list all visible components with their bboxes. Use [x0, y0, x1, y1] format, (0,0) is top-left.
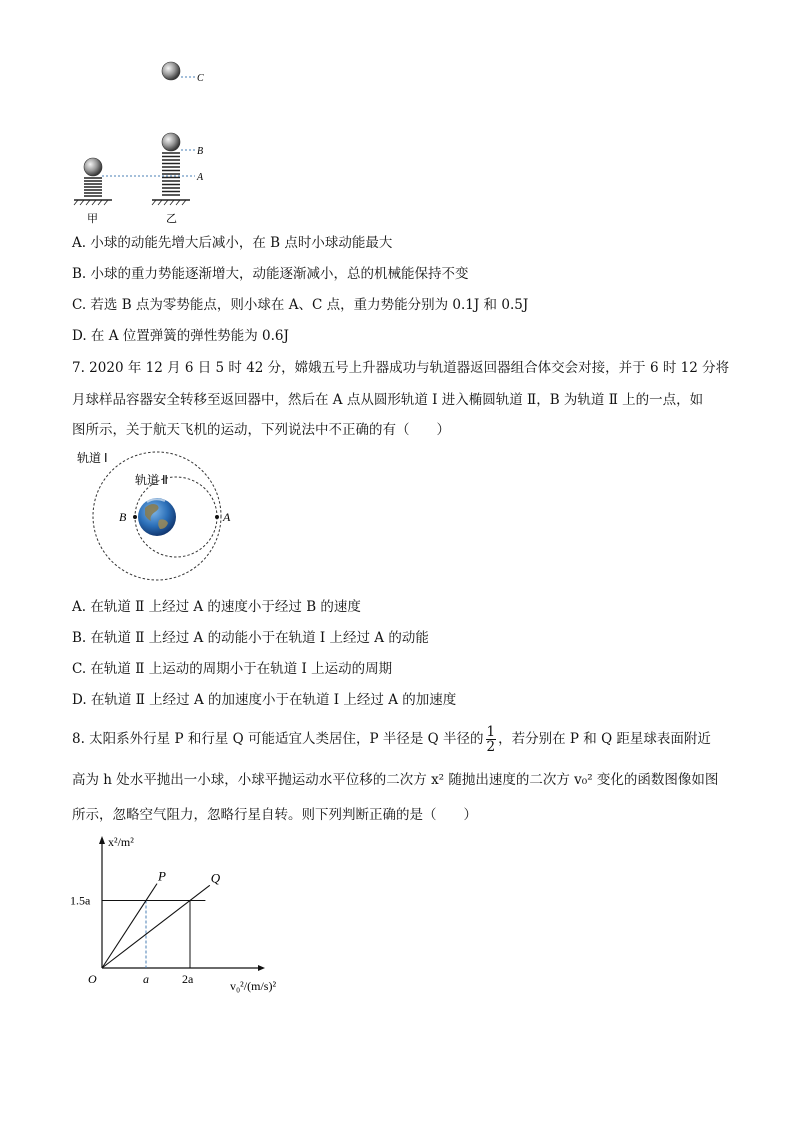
x2-v02-chart	[70, 832, 300, 997]
q8-line-2: 高为 h 处水平抛出一小球，小球平抛运动水平位移的二次方 x² 随抛出速度的二次方 v₀² 变化的函数图像如图	[72, 772, 719, 788]
q8-line-1	[72, 724, 711, 754]
spring-yi	[162, 153, 180, 195]
x-tick-label-2a: 2a	[182, 972, 194, 986]
orbit-2-label: 轨道 Ⅱ	[135, 473, 168, 487]
q8-line-3: 所示，忽略空气阻力，忽略行星自转。则下列判断正确的是（ ）	[72, 807, 477, 823]
orbit-1-label: 轨道 Ⅰ	[77, 451, 108, 465]
series-line-q	[102, 885, 210, 968]
q6-option-b: B. 小球的重力势能逐渐增大，动能逐渐减小，总的机械能保持不变	[72, 266, 469, 282]
label-a: A	[197, 172, 204, 183]
spring-figure	[70, 55, 250, 230]
q7-line-2: 月球样品容器安全转移至返回器中，然后在 A 点从圆形轨道 Ⅰ 进入椭圆轨道 Ⅱ，B 为轨道 Ⅱ 上的一点，如	[72, 392, 704, 408]
series-label-p: P	[158, 868, 166, 884]
y-axis-arrow	[99, 836, 105, 844]
ball-c	[162, 62, 180, 80]
q7-line-3: 图所示，关于航天飞机的运动，下列说法中不正确的有（ ）	[72, 422, 450, 438]
label-yi: 乙	[166, 213, 177, 225]
q8-line-1-post: ，若分别在 P 和 Q 距星球表面附近	[498, 731, 711, 747]
point-b-dot	[133, 515, 137, 519]
label-b: B	[197, 146, 204, 157]
y-tick-label-1-5a: 1.5a	[70, 893, 91, 908]
point-b-label: B	[119, 510, 127, 524]
q7-line-1: 7. 2020 年 12 月 6 日 5 时 42 分，嫦娥五号上升器成功与轨道器返回器组合体交会对接，并于 6 时 12 分将	[72, 360, 730, 376]
fraction-denominator: 2	[486, 739, 496, 755]
series-line-p	[102, 884, 157, 968]
earth-icon	[138, 498, 176, 536]
origin-label: O	[88, 972, 97, 986]
q6-option-a: A. 小球的动能先增大后减小，在 B 点时小球动能最大	[72, 235, 393, 251]
q6-option-d: D. 在 A 位置弹簧的弹性势能为 0.6J	[72, 328, 289, 344]
spring-jia	[84, 178, 102, 196]
label-jia: 甲	[87, 213, 98, 225]
q7-option-a: A. 在轨道 Ⅱ 上经过 A 的速度小于经过 B 的速度	[72, 599, 361, 615]
q7-option-c: C. 在轨道 Ⅱ 上运动的周期小于在轨道 Ⅰ 上运动的周期	[72, 661, 393, 677]
x-tick-label-a: a	[143, 972, 149, 986]
series-label-q: Q	[210, 870, 221, 886]
y-axis-label: x²/m²	[108, 835, 134, 849]
label-c: C	[197, 73, 204, 84]
x-axis-arrow	[258, 965, 265, 971]
q6-option-c: C. 若选 B 点为零势能点，则小球在 A、C 点，重力势能分别为 0.1J 和 0.5J	[72, 297, 529, 313]
q7-option-d: D. 在轨道 Ⅱ 上经过 A 的加速度小于在轨道 Ⅰ 上经过 A 的加速度	[72, 692, 457, 708]
fraction-numerator: 1	[486, 724, 496, 740]
fraction-one-half	[486, 725, 497, 754]
orbit-figure	[75, 450, 245, 590]
q8-line-1-pre: 8. 太阳系外行星 P 和行星 Q 可能适宜人类居住，P 半径是 Q 半径的	[72, 731, 484, 747]
point-a-dot	[215, 515, 219, 519]
point-a-label: A	[223, 510, 231, 524]
q7-option-b: B. 在轨道 Ⅱ 上经过 A 的动能小于在轨道 Ⅰ 上经过 A 的动能	[72, 630, 429, 646]
ball-b	[162, 133, 180, 151]
x-axis-label: v₀²/(m/s)²	[230, 979, 277, 993]
ball-jia	[84, 158, 102, 176]
